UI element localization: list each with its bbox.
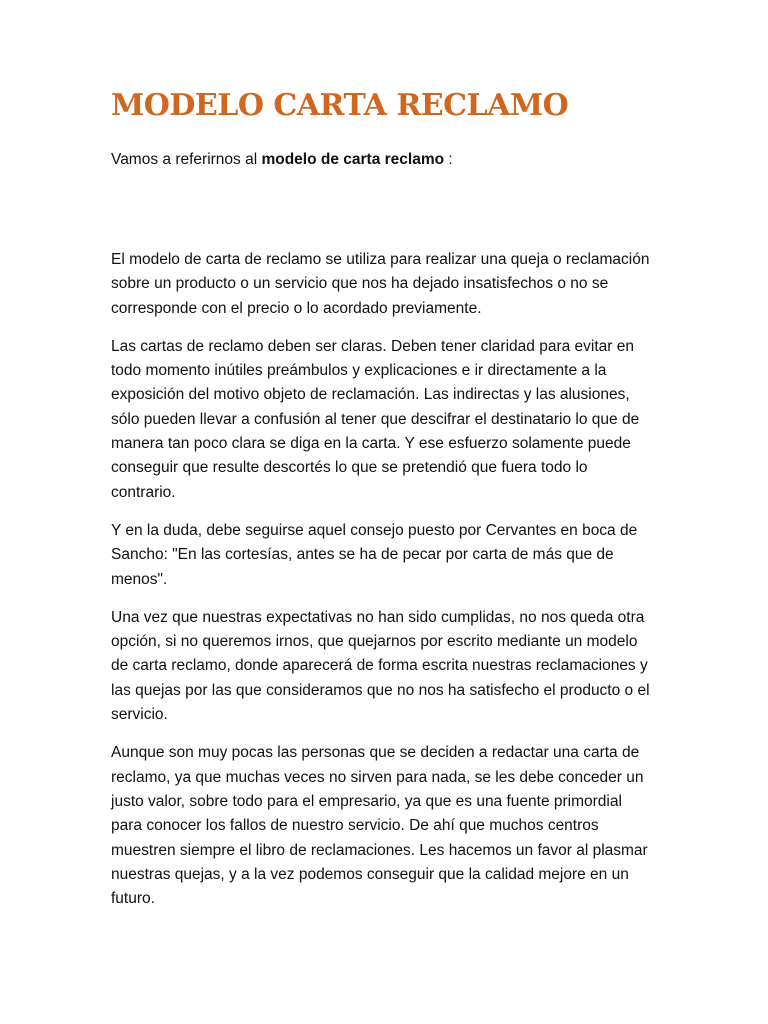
document-title: MODELO CARTA RECLAMO [111, 88, 569, 123]
intro-suffix: : [444, 151, 453, 168]
paragraph-5: Aunque son muy pocas las personas que se deciden a redactar una carta de reclamo, ya que muchas veces no sirven para nada, se les debe conceder un justo valor, sobre todo para el empresario, ya que es una fuente primordial para conocer los fallos de nuestro servicio. De ahí que muchos centros muestren siempre el libro de reclamaciones. Les hacemos un favor al plasmar nuestras quejas, y a la vez podemos conseguir que la calidad mejore en un futuro. [111, 744, 648, 908]
intro-bold-term: modelo de carta reclamo [261, 151, 445, 168]
document-body [111, 248, 656, 911]
paragraph-4: Una vez que nuestras expectativas no han sido cumplidas, no nos queda otra opción, si no queremos irnos, que quejarnos por escrito mediante un modelo de carta reclamo, donde aparecerá de forma escrita nuestras reclamaciones y las quejas por las que consideramos que no nos ha satisfecho el producto o el servicio. [111, 608, 650, 724]
paragraph-2: Las cartas de reclamo deben ser claras. Deben tener claridad para evitar en todo momento inútiles preámbulos y explicaciones e ir directamente a la exposición del motivo objeto de reclamación. Las indirectas y las alusiones, sólo pueden llevar a confusión al tener que descifrar el destinatario lo que de manera tan poco clara se diga en la carta. Y ese esfuerzo solamente puede conseguir que resulte descortés lo que se pretendió que fuera todo lo contrario. [111, 337, 640, 501]
paragraph-1: El modelo de carta de reclamo se utiliza para realizar una queja o reclamación sobre un producto o un servicio que nos ha dejado insatisfechos o no se corresponde con el precio o lo acordado previamente. [111, 251, 650, 317]
intro-prefix: Vamos a referirnos al [111, 151, 262, 168]
document-page [111, 78, 656, 925]
paragraph-3: Y en la duda, debe seguirse aquel consejo puesto por Cervantes en boca de Sancho: "En las cortesías, antes se ha de pecar por carta de más que de menos". [111, 521, 638, 588]
intro-line [111, 148, 656, 172]
